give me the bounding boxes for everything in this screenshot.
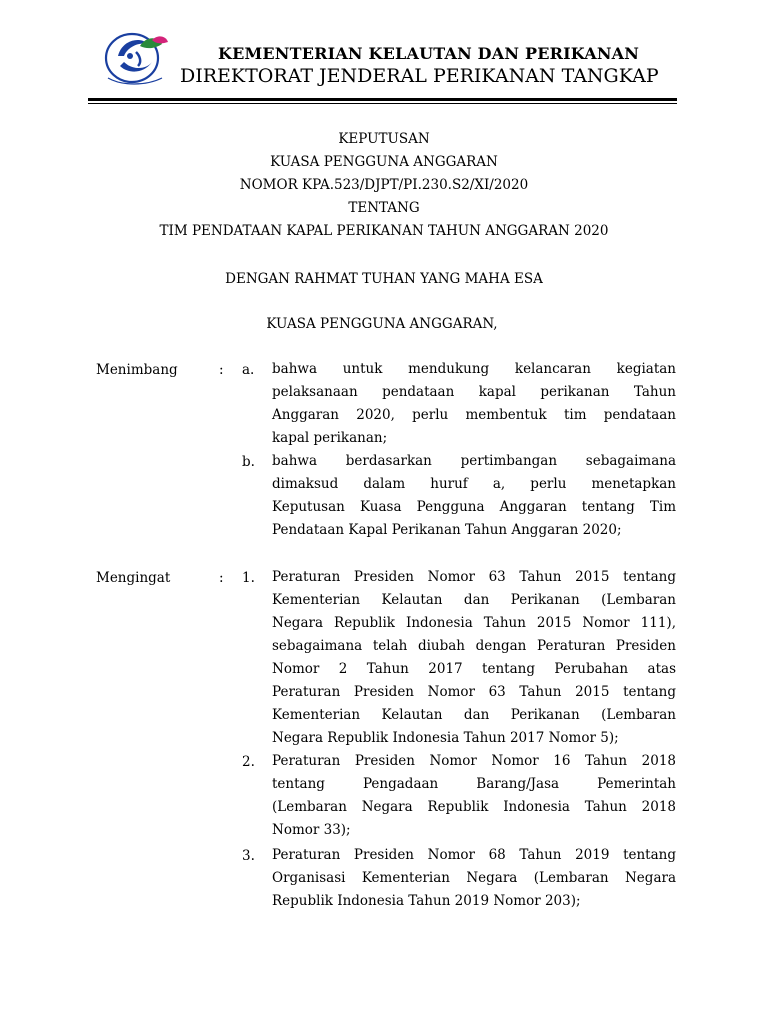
menimbang-marker-b: b. xyxy=(242,454,255,470)
menimbang-item-b xyxy=(272,450,676,542)
title-tentang: TENTANG xyxy=(348,200,420,216)
mengingat-label: Mengingat xyxy=(96,570,171,586)
menimbang-label: Menimbang xyxy=(96,362,178,378)
text-line: bahwa untuk mendukung kelancaran kegiatan xyxy=(272,361,676,377)
text-line: (Lembaran Negara Republik Indonesia Tahun 2018 xyxy=(272,799,676,815)
mengingat-marker-2: 2. xyxy=(242,754,255,770)
preamble-issuer: KUASA PENGGUNA ANGGARAN, xyxy=(266,316,498,332)
text-line: Peraturan Presiden Nomor 63 Tahun 2015 tentang xyxy=(272,684,676,700)
menimbang-marker-a: a. xyxy=(242,362,255,378)
menimbang-item-a xyxy=(272,358,676,450)
mengingat-colon: : xyxy=(219,570,224,586)
letterhead-rule-thick xyxy=(88,98,677,101)
kkp-logo-icon xyxy=(100,26,176,88)
menimbang-colon: : xyxy=(219,362,224,378)
mengingat-marker-1: 1. xyxy=(242,570,255,586)
title-keputusan: KEPUTUSAN xyxy=(338,131,430,147)
text-line: Kementerian Kelautan dan Perikanan (Lembaran xyxy=(272,592,676,608)
mengingat-item-3 xyxy=(272,844,676,913)
text-line: tentang Pengadaan Barang/Jasa Pemerintah xyxy=(272,776,676,792)
title-number: NOMOR KPA.523/DJPT/PI.230.S2/XI/2020 xyxy=(239,177,529,193)
text-line: Negara Republik Indonesia Tahun 2015 Nomor 111), xyxy=(272,615,676,631)
text-line: Organisasi Kementerian Negara (Lembaran Negara xyxy=(272,870,676,886)
text-line: pelaksanaan pendataan kapal perikanan Tahun xyxy=(272,384,676,400)
preamble-rahmat: DENGAN RAHMAT TUHAN YANG MAHA ESA xyxy=(225,271,543,287)
directorate-name: DIREKTORAT JENDERAL PERIKANAN TANGKAP xyxy=(180,65,659,87)
text-line: Keputusan Kuasa Pengguna Anggaran tentang Tim xyxy=(272,499,676,515)
text-line: Nomor 33); xyxy=(272,822,351,838)
text-line: Peraturan Presiden Nomor 68 Tahun 2019 tentang xyxy=(272,847,676,863)
text-line: bahwa berdasarkan pertimbangan sebagaimana xyxy=(272,453,676,469)
text-line: sebagaimana telah diubah dengan Peraturan Presiden xyxy=(272,638,676,654)
text-line: Pendataan Kapal Perikanan Tahun Anggaran 2020; xyxy=(272,522,622,538)
title-issuer: KUASA PENGGUNA ANGGARAN xyxy=(270,154,498,170)
ministry-name: KEMENTERIAN KELAUTAN DAN PERIKANAN xyxy=(218,44,640,63)
title-subject: TIM PENDATAAN KAPAL PERIKANAN TAHUN ANGGARAN 2020 xyxy=(159,223,609,239)
mengingat-item-2 xyxy=(272,750,676,842)
text-line: Peraturan Presiden Nomor 63 Tahun 2015 tentang xyxy=(272,569,676,585)
mengingat-marker-3: 3. xyxy=(242,848,255,864)
text-line: dimaksud dalam huruf a, perlu menetapkan xyxy=(272,476,676,492)
text-line: Kementerian Kelautan dan Perikanan (Lembaran xyxy=(272,707,676,723)
letterhead-rule-thin xyxy=(88,103,677,104)
mengingat-item-1 xyxy=(272,566,676,750)
text-line: Nomor 2 Tahun 2017 tentang Perubahan atas xyxy=(272,661,676,677)
text-line: Republik Indonesia Tahun 2019 Nomor 203); xyxy=(272,893,581,909)
text-line: Negara Republik Indonesia Tahun 2017 Nomor 5); xyxy=(272,730,619,746)
text-line: kapal perikanan; xyxy=(272,430,388,446)
text-line: Peraturan Presiden Nomor Nomor 16 Tahun 2018 xyxy=(272,753,676,769)
text-line: Anggaran 2020, perlu membentuk tim pendataan xyxy=(272,407,676,423)
